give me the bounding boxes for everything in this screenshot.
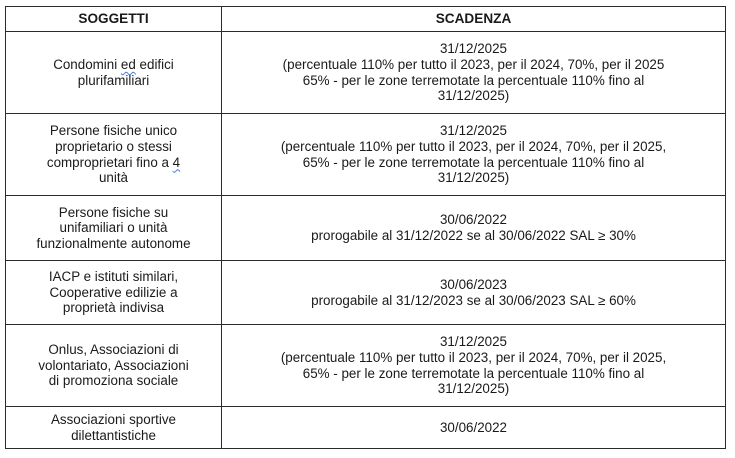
soggetto-line: di promoziona sociale <box>48 373 179 389</box>
scadenza-date: 31/12/2025 <box>439 41 508 57</box>
soggetto-line: dilettantistiche <box>71 427 156 443</box>
scadenza-line: 31/12/2025) <box>437 88 510 104</box>
soggetto-line: unifamiliari o unità <box>59 220 168 236</box>
scadenza-line: (percentuale 110% per tutto il 2023, per il 2024, 70%, per il 2025 <box>282 56 665 72</box>
soggetto-text: Condomini <box>53 56 121 72</box>
soggetto-cell <box>6 261 222 325</box>
soggetto-text: comproprietari fino a <box>46 154 173 170</box>
scadenza-cell <box>222 325 726 407</box>
soggetto-line: Persone fisiche su <box>58 204 169 220</box>
soggetto-cell <box>6 325 222 407</box>
header-scadenza: SCADENZA <box>222 7 726 32</box>
soggetto-line: proprietario o stessi <box>55 138 172 154</box>
scadenza-date: 30/06/2022 <box>439 212 508 228</box>
soggetto-line: unità <box>98 170 129 186</box>
table-row <box>6 114 726 196</box>
scadenza-cell <box>222 261 726 325</box>
soggetto-cell <box>6 196 222 261</box>
soggetto-cell <box>6 32 222 114</box>
scadenza-date: 30/06/2023 <box>439 276 508 292</box>
scadenza-cell <box>222 32 726 114</box>
table-row <box>6 196 726 261</box>
scadenza-cell <box>222 114 726 196</box>
scadenza-date: 31/12/2025 <box>439 334 508 350</box>
spellcheck-word: 4 <box>172 154 181 170</box>
soggetto-line <box>12 155 215 171</box>
table-row <box>6 407 726 449</box>
scadenza-line: prorogabile al 31/12/2023 se al 30/06/2023 SAL ≥ 60% <box>311 292 636 308</box>
soggetto-text: edifici <box>135 56 174 72</box>
header-soggetti: SOGGETTI <box>6 7 222 32</box>
table-row <box>6 325 726 407</box>
scadenza-cell <box>222 407 726 449</box>
soggetto-line: plurifamiliari <box>77 72 150 88</box>
soggetto-line: volontariato, Associazioni <box>38 357 189 373</box>
scadenza-line: (percentuale 110% per tutto il 2023, per il 2024, 70%, per il 2025, <box>280 349 667 365</box>
soggetto-cell <box>6 407 222 449</box>
soggetto-line: proprietà indivisa <box>62 300 165 316</box>
scadenza-date: 30/06/2022 <box>439 419 508 435</box>
soggetto-line: Onlus, Associazioni di <box>48 342 179 358</box>
scadenza-line: 31/12/2025) <box>437 170 510 186</box>
soggetto-line: funzionalmente autonome <box>36 235 191 251</box>
soggetto-line: Persone fisiche unico <box>49 123 178 139</box>
scadenza-line: 31/12/2025) <box>437 381 510 397</box>
deadlines-table <box>5 6 726 449</box>
scadenza-line: 65% - per le zone terremotate la percentuale 110% fino al <box>302 154 645 170</box>
scadenza-cell <box>222 196 726 261</box>
header-row <box>6 7 726 32</box>
scadenza-line: 65% - per le zone terremotate la percentuale 110% fino al <box>302 72 645 88</box>
table-row <box>6 261 726 325</box>
scadenza-line: (percentuale 110% per tutto il 2023, per il 2024, 70%, per il 2025, <box>280 138 667 154</box>
soggetto-line <box>12 57 215 73</box>
scadenza-line: prorogabile al 31/12/2022 se al 30/06/2022 SAL ≥ 30% <box>311 228 636 243</box>
soggetto-line: Cooperative edilizie a <box>49 284 178 300</box>
soggetto-line: IACP e istituti similari, <box>48 269 179 285</box>
soggetto-cell <box>6 114 222 196</box>
table-row <box>6 32 726 114</box>
soggetto-line: Associazioni sportive <box>50 411 177 427</box>
scadenza-date: 31/12/2025 <box>439 123 508 139</box>
spellcheck-word: ed <box>120 56 136 72</box>
scadenza-line: 65% - per le zone terremotate la percentuale 110% fino al <box>302 365 645 381</box>
